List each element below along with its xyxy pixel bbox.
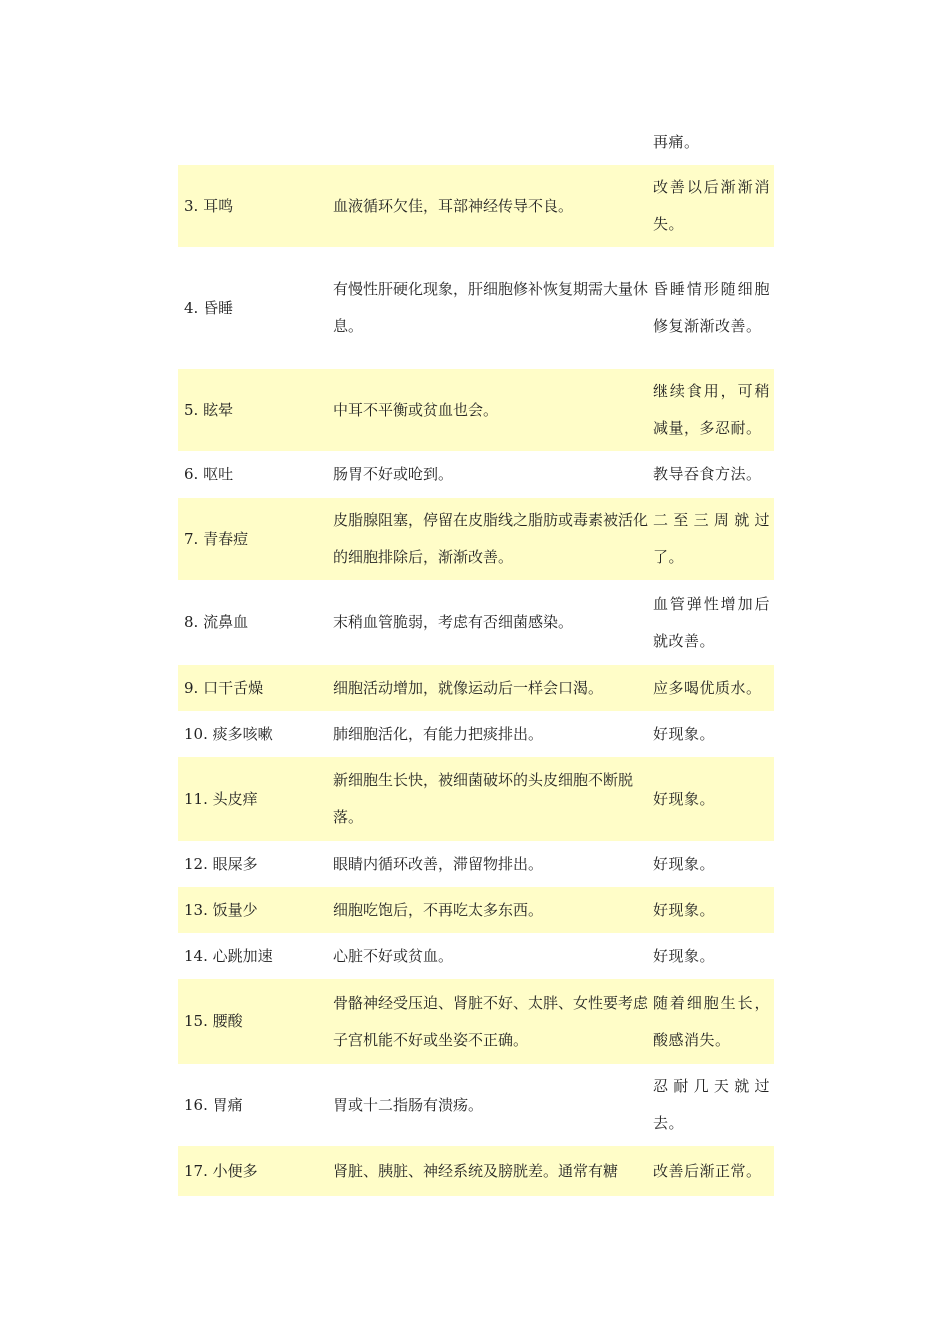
table-row (178, 451, 774, 498)
table-row (178, 841, 774, 887)
cause-cell (333, 120, 653, 165)
table-row (178, 498, 774, 580)
table-row (178, 247, 774, 369)
advice-cell: 好现象。 (653, 854, 716, 873)
cause-cell: 血液循环欠佳，耳部神经传导不良。 (333, 196, 574, 215)
symptom-cell: 6. 呕吐 (184, 465, 234, 483)
symptom-cell: 7. 青春痘 (184, 529, 249, 548)
table-row (178, 665, 774, 711)
symptom-cell: 16. 胃痛 (184, 1095, 243, 1114)
symptom-table (178, 120, 774, 1196)
symptom-cell: 10. 痰多咳嗽 (184, 724, 273, 743)
table-row (178, 757, 774, 841)
advice-cell: 改善后渐正常。 (653, 1161, 762, 1180)
table-row (178, 711, 774, 757)
cause-cell: 中耳不平衡或贫血也会。 (333, 400, 499, 419)
cause-cell: 胃或十二指肠有溃疡。 (333, 1095, 484, 1114)
advice-cell: 好现象。 (653, 946, 716, 965)
table-row (178, 887, 774, 933)
cause-cell: 肠胃不好或呛到。 (333, 465, 454, 483)
symptom-cell: 5. 眩晕 (184, 400, 234, 419)
cause-cell: 有慢性肝硬化现象，肝细胞修补恢复期需大量休息。 (333, 280, 649, 335)
table-row (178, 1064, 774, 1146)
table-row (178, 979, 774, 1064)
cause-cell: 肺细胞活化，有能力把痰排出。 (333, 724, 544, 743)
symptom-cell: 12. 眼屎多 (184, 854, 258, 873)
advice-cell: 改善以后渐渐消失。 (653, 178, 770, 233)
symptom-cell: 8. 流鼻血 (184, 613, 249, 631)
cause-cell: 骨骼神经受压迫、肾脏不好、太胖、女性要考虑子宫机能不好或坐姿不正确。 (333, 993, 649, 1049)
advice-cell: 好现象。 (653, 724, 716, 743)
cause-cell: 细胞吃饱后，不再吃太多东西。 (333, 900, 544, 919)
cause-cell: 眼睛内循环改善，滞留物排出。 (333, 854, 544, 873)
symptom-cell: 11. 头皮痒 (184, 789, 258, 808)
advice-cell: 好现象。 (653, 900, 716, 919)
advice-cell: 好现象。 (653, 789, 716, 808)
cause-cell: 新细胞生长快，被细菌破坏的头皮细胞不断脱落。 (333, 771, 634, 826)
symptom-cell: 13. 饭量少 (184, 900, 258, 919)
advice-cell: 应多喝优质水。 (653, 678, 762, 697)
symptom-cell: 15. 腰酸 (184, 1012, 243, 1030)
symptom-cell: 17. 小便多 (184, 1161, 258, 1180)
table-row (178, 120, 774, 165)
table-row (178, 369, 774, 451)
advice-cell: 忍耐几天就过去。 (653, 1077, 770, 1132)
table-row (178, 1146, 774, 1196)
advice-cell: 昏睡情形随细胞修复渐渐改善。 (653, 280, 770, 335)
advice-cell: 血管弹性增加后就改善。 (653, 594, 770, 650)
symptom-cell: 9. 口干舌燥 (184, 678, 264, 697)
table-row (178, 165, 774, 247)
table-row (178, 933, 774, 979)
advice-cell: 二至三周就过了。 (653, 511, 770, 566)
cause-cell: 末稍血管脆弱，考虑有否细菌感染。 (333, 613, 574, 631)
advice-cell: 教导吞食方法。 (653, 465, 762, 483)
table-row (178, 580, 774, 665)
advice-cell: 再痛。 (653, 133, 700, 151)
symptom-cell (178, 120, 333, 165)
advice-cell: 继续食用，可稍减量，多忍耐。 (653, 382, 770, 437)
cause-cell: 皮脂腺阻塞，停留在皮脂线之脂肪或毒素被活化的细胞排除后，渐渐改善。 (333, 511, 649, 566)
symptom-cell: 4. 昏睡 (184, 298, 234, 317)
cause-cell: 肾脏、胰脏、神经系统及膀胱差。通常有糖 (333, 1161, 619, 1180)
cause-cell: 心脏不好或贫血。 (333, 946, 454, 965)
cause-cell: 细胞活动增加，就像运动后一样会口渴。 (333, 678, 604, 697)
symptom-cell: 3. 耳鸣 (184, 196, 234, 215)
advice-cell: 随着细胞生长，酸感消失。 (653, 993, 770, 1049)
symptom-cell: 14. 心跳加速 (184, 946, 273, 965)
